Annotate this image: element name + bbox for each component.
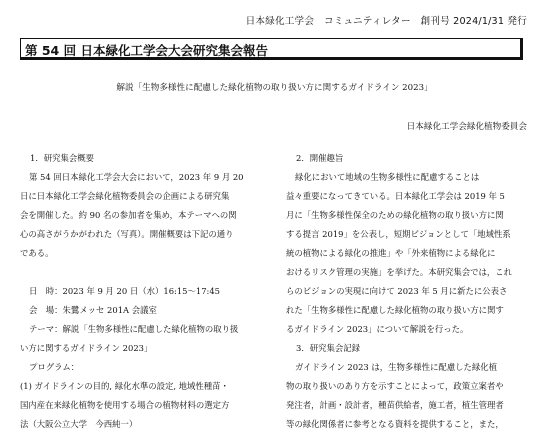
paragraph-line: おけるリスク管理の実施」を挙げた。本研究集会では，これ	[286, 267, 512, 277]
detail-theme-cont: い方に関するガイドライン 2023」	[20, 343, 153, 353]
program-item: (1) ガイドラインの目的, 緑化水準の設定, 地域性種苗・	[20, 381, 229, 391]
detail-date: 日 時：2023 年 9 月 20 日（水）16:15～17:45	[29, 286, 221, 296]
paragraph-line: 等の緑化関係者に参考となる資料を提供すること，また，	[286, 419, 504, 429]
detail-venue: 会 場：朱鷺メッセ 201A 会議室	[29, 305, 157, 315]
paragraph-line: 緑化において地域の生物多様性に配慮することは	[295, 172, 480, 182]
author: 日本緑化工学会緑化植物委員会	[406, 122, 527, 132]
section-heading-record: 3．研究集会記録	[296, 343, 360, 353]
report-title-box	[20, 38, 523, 60]
paragraph-line: である。	[20, 248, 54, 258]
paragraph-line: 月に「生物多様性保全のための緑化植物の取り扱い方に関	[286, 210, 504, 220]
paragraph-line: れた「生物多様性に配慮した緑化植物の取り扱い方に関す	[286, 305, 504, 315]
left-column	[20, 149, 258, 434]
paragraph-line: 統の植物による緑化の推進」や「外来植物による緑化に	[286, 248, 496, 258]
paragraph-line: ガイドライン 2023 は，生物多様性に配慮した緑化植	[295, 362, 498, 372]
report-title: 第 54 回 日本緑化工学会大会研究集会報告	[25, 43, 268, 58]
paragraph-line: 会を開催した。約 90 名の参加者を集め，本テーマへの関	[20, 210, 237, 220]
detail-program: プログラム：	[29, 362, 80, 372]
detail-theme: テーマ：解説「生物多様性に配慮した緑化植物の取り扱	[29, 324, 239, 334]
section-heading-overview: 1．研究集会概要	[30, 153, 94, 163]
paragraph-line: 物の取り扱いのあり方を示すことによって，政策立案者や	[286, 381, 504, 391]
masthead: 日本緑化工学会 コミュニティレター 創刊号 2024/1/31 発行	[245, 16, 527, 27]
paragraph-line: らのビジョンの実現に向けて 2023 年 5 月に新たに公表さ	[286, 286, 508, 296]
program-item: 国内産在来緑化植物を使用する場合の植物材料の選定方	[20, 400, 230, 410]
paragraph-line: 日に日本緑化工学会緑化植物委員会の企画による研究集	[20, 191, 230, 201]
paragraph-line: 益々重要になってきている。日本緑化工学会は 2019 年 5	[286, 191, 505, 201]
paragraph-line: るガイドライン 2023」について解説を行った。	[286, 324, 469, 334]
paragraph-line: 心の高さがうかがわれた（写真）。開催概要は下記の通り	[20, 229, 234, 239]
program-item: 法（大阪公立大学 今西純一）	[20, 419, 138, 429]
paragraph-line: 発注者，計画・設計者，種苗供給者，施工者，植生管理者	[286, 400, 504, 410]
paragraph-line: する提言 2019」を公表し，短期ビジョンとして「地域性系	[286, 229, 511, 239]
paragraph-line: 第 54 回日本緑化工学会大会において，2023 年 9 月 20	[29, 172, 244, 182]
right-column	[286, 149, 524, 434]
subtitle: 解説「生物多様性に配慮した緑化植物の取り扱い方に関するガイドライン 2023」	[116, 83, 433, 93]
section-heading-purpose: 2．開催趣旨	[296, 153, 344, 163]
